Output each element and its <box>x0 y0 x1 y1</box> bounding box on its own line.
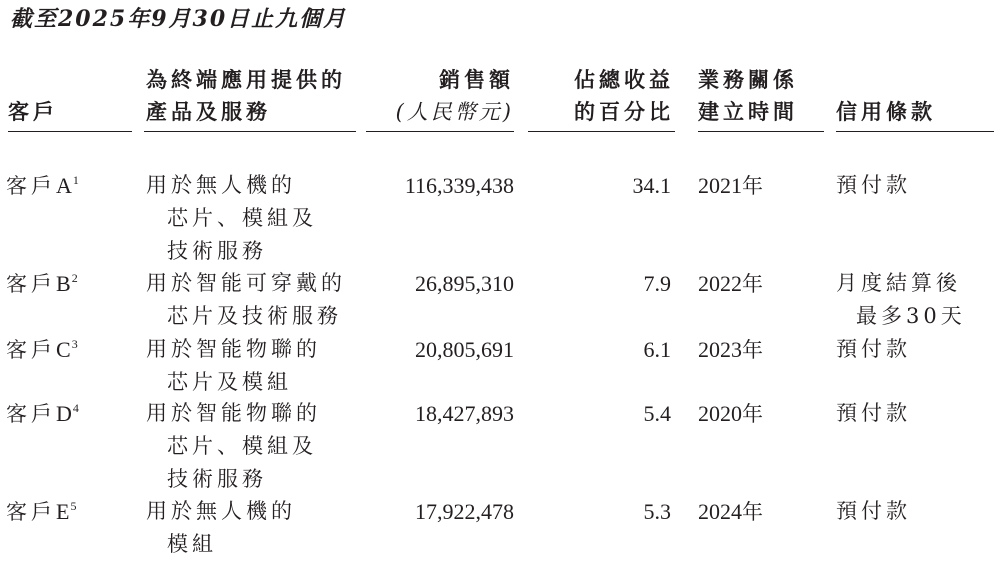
product-line: 用於智能可穿戴的 <box>146 271 346 295</box>
product-line: 模組 <box>167 532 217 556</box>
sales-amount: 26,895,310 <box>415 271 514 296</box>
header-rule-percentage <box>528 131 675 132</box>
header-credit-terms <box>836 96 936 128</box>
revenue-percentage: 6.1 <box>643 337 671 362</box>
customer-letter: A <box>56 173 72 198</box>
customer-letter: C <box>56 337 71 362</box>
relationship-year <box>698 397 765 431</box>
table-row-customer-c <box>6 333 78 370</box>
product-line: 用於無人機的 <box>146 499 296 523</box>
table-row-customer-b <box>6 267 78 304</box>
product-line: 用於無人機的 <box>146 173 296 197</box>
header-relationship-line-1: 業務關係 <box>698 67 798 92</box>
product-line: 芯片、模組及 <box>167 206 317 230</box>
header-sales <box>360 64 514 128</box>
header-product <box>146 64 346 128</box>
header-customer <box>8 96 58 128</box>
relationship-year <box>698 169 765 203</box>
product-line: 技術服務 <box>167 239 267 263</box>
customer-label: 客戶 <box>6 500 56 524</box>
customer-letter: B <box>56 271 71 296</box>
sales-amount: 17,922,478 <box>415 499 514 524</box>
year-value: 2023 <box>698 337 742 362</box>
product-line: 芯片及模組 <box>167 370 292 394</box>
product-description <box>146 397 321 496</box>
table-row-customer-d <box>6 397 79 434</box>
customer-label: 客戶 <box>6 338 56 362</box>
revenue-percentage: 5.4 <box>643 401 671 426</box>
credit-terms <box>836 267 966 333</box>
relationship-year <box>698 333 765 367</box>
product-line: 技術服務 <box>167 467 267 491</box>
year-value: 2021 <box>698 173 742 198</box>
customer-label: 客戶 <box>6 402 56 426</box>
credit-terms-line: 預付款 <box>836 337 911 361</box>
header-percentage-line-1: 佔總收益 <box>574 67 674 92</box>
header-sales-line-1: 銷售額 <box>439 67 514 92</box>
footnote-ref: 3 <box>71 337 78 351</box>
revenue-percentage: 5.3 <box>643 499 671 524</box>
footnote-ref: 1 <box>72 173 79 187</box>
product-description <box>146 333 321 399</box>
header-sales-unit: (人民幣元) <box>395 100 514 124</box>
customer-label: 客戶 <box>6 272 56 296</box>
credit-terms-line: 最多30天 <box>856 304 966 328</box>
year-value: 2020 <box>698 401 742 426</box>
credit-terms <box>836 169 911 202</box>
product-description <box>146 495 296 561</box>
table-row-customer-e <box>6 495 76 532</box>
header-rule-product <box>144 131 356 132</box>
revenue-percentage: 34.1 <box>632 173 671 198</box>
sales-amount: 18,427,893 <box>415 401 514 426</box>
credit-terms <box>836 333 911 366</box>
header-rule-terms <box>836 131 994 132</box>
customer-letter: E <box>56 499 70 524</box>
year-value: 2024 <box>698 499 742 524</box>
header-percentage-line-2: 的百分比 <box>574 99 674 124</box>
product-line: 芯片、模組及 <box>167 434 317 458</box>
relationship-year <box>698 267 765 301</box>
header-rule-relationship <box>698 131 824 132</box>
customer-label: 客戶 <box>6 174 56 198</box>
year-value: 2022 <box>698 271 742 296</box>
header-product-line-1: 為終端應用提供的 <box>146 67 346 92</box>
sales-amount: 116,339,438 <box>404 173 514 198</box>
credit-terms-line: 月度結算後 <box>836 271 961 295</box>
footnote-ref: 5 <box>70 499 77 513</box>
header-rule-sales <box>366 131 514 132</box>
year-unit: 年 <box>742 272 765 296</box>
header-rule-customer <box>8 131 132 132</box>
header-relationship-since <box>698 64 798 128</box>
product-line: 芯片及技術服務 <box>167 304 342 328</box>
sales-amount: 20,805,691 <box>415 337 514 362</box>
header-product-line-2: 產品及服務 <box>146 99 271 124</box>
header-relationship-line-2: 建立時間 <box>698 99 798 124</box>
product-line: 用於智能物聯的 <box>146 401 321 425</box>
product-description <box>146 267 346 333</box>
year-unit: 年 <box>742 174 765 198</box>
table-title: 截至2025年9月30日止九個月 <box>10 6 348 32</box>
product-description <box>146 169 317 268</box>
header-customer-label: 客戶 <box>8 99 58 124</box>
year-unit: 年 <box>742 338 765 362</box>
header-credit-terms-label: 信用條款 <box>836 99 936 124</box>
footnote-ref: 4 <box>72 401 79 415</box>
credit-terms-line: 預付款 <box>836 173 911 197</box>
year-unit: 年 <box>742 500 765 524</box>
credit-terms-line: 預付款 <box>836 499 911 523</box>
customer-letter: D <box>56 401 72 426</box>
credit-terms <box>836 397 911 430</box>
credit-terms <box>836 495 911 528</box>
year-unit: 年 <box>742 402 765 426</box>
revenue-percentage: 7.9 <box>643 271 671 296</box>
relationship-year <box>698 495 765 529</box>
footnote-ref: 2 <box>71 271 78 285</box>
product-line: 用於智能物聯的 <box>146 337 321 361</box>
credit-terms-line: 預付款 <box>836 401 911 425</box>
table-row-customer-a <box>6 169 79 206</box>
header-percentage <box>530 64 674 128</box>
